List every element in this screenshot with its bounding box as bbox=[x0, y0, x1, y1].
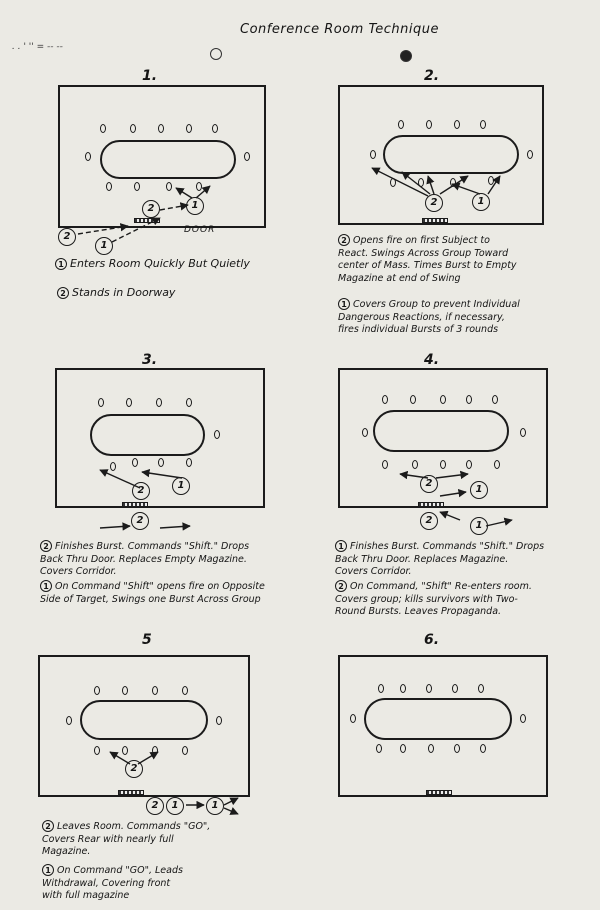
panel-4-note-1 bbox=[335, 540, 544, 579]
chair bbox=[494, 460, 500, 469]
punch-hole-left bbox=[210, 48, 222, 60]
chair bbox=[94, 686, 100, 695]
chair bbox=[152, 686, 158, 695]
chair bbox=[106, 182, 112, 191]
note-marker-2: 2 bbox=[57, 287, 69, 299]
panel-4-note-2-line-1: On Command, "Shift" Re-enters room. bbox=[350, 581, 532, 592]
chair bbox=[376, 744, 382, 753]
chair bbox=[100, 124, 106, 133]
panel-5-note-2 bbox=[42, 864, 183, 903]
panel-2-marker-1: 1 bbox=[472, 193, 490, 211]
note-marker-1: 1 bbox=[338, 298, 350, 310]
chair bbox=[426, 684, 432, 693]
panel-4-table bbox=[373, 410, 509, 452]
chair bbox=[454, 744, 460, 753]
chair bbox=[158, 458, 164, 467]
chair bbox=[126, 398, 132, 407]
panel-4-marker-2-inside: 2 bbox=[420, 475, 438, 493]
chair bbox=[480, 744, 486, 753]
panel-2-table bbox=[383, 135, 519, 174]
chair bbox=[466, 460, 472, 469]
chair bbox=[66, 716, 72, 725]
panel-3-note-2 bbox=[40, 580, 265, 606]
panel-5-note-1 bbox=[42, 820, 210, 859]
panel-6-table bbox=[364, 698, 512, 740]
chair bbox=[156, 398, 162, 407]
chair bbox=[478, 684, 484, 693]
note-marker-2: 2 bbox=[338, 234, 350, 246]
panel-2-note-2-line-2: Dangerous Reactions, if necessary, bbox=[338, 311, 505, 323]
panel-3-marker-2-inside: 2 bbox=[132, 482, 150, 500]
panel-4-marker-1-outside: 1 bbox=[470, 517, 488, 535]
panel-2-marker-2: 2 bbox=[425, 194, 443, 212]
chair bbox=[166, 182, 172, 191]
panel-4-note-1-line-1: Finishes Burst. Commands "Shift." Drops bbox=[350, 541, 545, 552]
chair bbox=[186, 398, 192, 407]
panel-4-note-1-line-2: Back Thru Door. Replaces Magazine. bbox=[335, 553, 509, 565]
note-marker-1: 1 bbox=[40, 580, 52, 592]
chair bbox=[130, 124, 136, 133]
panel-3-note-1-line-2: Back Thru Door. Replaces Empty Magazine. bbox=[40, 553, 247, 565]
chair bbox=[362, 428, 368, 437]
arrow bbox=[224, 798, 238, 805]
panel-4-door bbox=[418, 502, 444, 507]
panel-1-door bbox=[134, 218, 160, 223]
chair bbox=[426, 120, 432, 129]
chair bbox=[520, 714, 526, 723]
note-marker-2: 2 bbox=[40, 540, 52, 552]
page-title: Conference Room Technique bbox=[240, 22, 440, 37]
chair bbox=[410, 395, 416, 404]
arrow bbox=[440, 512, 460, 520]
chair bbox=[440, 395, 446, 404]
chair bbox=[134, 182, 140, 191]
chair bbox=[350, 714, 356, 723]
panel-5-door bbox=[118, 790, 144, 795]
arrow bbox=[100, 526, 130, 528]
chair bbox=[450, 178, 456, 187]
panel-1-marker-2-inside: 2 bbox=[142, 200, 160, 218]
panel-3-note-1-line-3: Covers Corridor. bbox=[40, 566, 117, 577]
panel-3-door bbox=[122, 502, 148, 507]
panel-3-marker-1-inside: 1 bbox=[172, 477, 190, 495]
chair bbox=[98, 398, 104, 407]
panel-5-marker-1-outside-b: 1 bbox=[206, 797, 224, 815]
panel-1-marker-1-outside: 1 bbox=[95, 237, 113, 255]
panel-5-note-2-line-3: with full magazine bbox=[42, 890, 130, 901]
chair bbox=[378, 684, 384, 693]
panel-1-note-2-text: Stands in Doorway bbox=[72, 286, 176, 299]
chair bbox=[440, 460, 446, 469]
chair bbox=[216, 716, 222, 725]
panel-4-marker-2-outside: 2 bbox=[420, 512, 438, 530]
chair bbox=[400, 684, 406, 693]
panel-5-marker-2-inside: 2 bbox=[125, 760, 143, 778]
panel-1-note-2 bbox=[57, 287, 175, 300]
panel-2-note-2-line-1: Covers Group to prevent Individual bbox=[353, 299, 520, 310]
chair bbox=[527, 150, 533, 159]
panel-2-door bbox=[422, 218, 448, 223]
note-marker-1: 1 bbox=[335, 540, 347, 552]
chair bbox=[212, 124, 218, 133]
panel-5-marker-1-outside-a: 1 bbox=[166, 797, 184, 815]
panel-1-table bbox=[100, 140, 236, 179]
panel-6-number: 6. bbox=[424, 632, 440, 648]
chair bbox=[488, 176, 494, 185]
note-marker-1: 1 bbox=[42, 864, 54, 876]
panel-2-note-1-line-3: center of Mass. Times Burst to Empty bbox=[338, 260, 517, 271]
panel-5-note-1-line-2: Covers Rear with nearly full bbox=[42, 833, 174, 845]
chair bbox=[400, 744, 406, 753]
panel-4-number: 4. bbox=[424, 352, 440, 368]
chair bbox=[244, 152, 250, 161]
panel-3-note-1-line-1: Finishes Burst. Commands "Shift." Drops bbox=[55, 541, 250, 552]
chair bbox=[94, 746, 100, 755]
chair bbox=[382, 460, 388, 469]
panel-1-note-1 bbox=[55, 258, 250, 271]
panel-1-marker-1-inside: 1 bbox=[186, 197, 204, 215]
chair bbox=[418, 178, 424, 187]
punch-hole-right bbox=[400, 50, 412, 62]
panel-2-note-2-line-3: fires individual Bursts of 3 rounds bbox=[338, 324, 499, 335]
chair bbox=[158, 124, 164, 133]
panel-3-note-2-line-2: Side of Target, Swings one Burst Across Group bbox=[40, 593, 261, 605]
panel-1-note-1-text: Enters Room Quickly But Quietly bbox=[70, 257, 250, 270]
panel-3-marker-2-outside: 2 bbox=[131, 512, 149, 530]
note-marker-2: 2 bbox=[335, 580, 347, 592]
chair bbox=[186, 124, 192, 133]
note-marker-2: 2 bbox=[42, 820, 54, 832]
panel-4-note-2 bbox=[335, 580, 532, 619]
panel-2-note-1-line-2: React. Swings Across Group Toward bbox=[338, 247, 509, 259]
chair bbox=[412, 460, 418, 469]
panel-5-number: 5 bbox=[142, 632, 152, 648]
arrow bbox=[224, 808, 238, 814]
chair bbox=[520, 428, 526, 437]
panel-2-note-2 bbox=[338, 298, 520, 337]
panel-2-note-1-line-1: Opens fire on first Subject to bbox=[353, 235, 490, 246]
chair bbox=[152, 746, 158, 755]
panel-2-note-1-line-4: Magazine at end of Swing bbox=[338, 272, 461, 284]
chair bbox=[466, 395, 472, 404]
panel-1-number: 1. bbox=[142, 68, 158, 84]
panel-4-note-2-line-2: Covers group; kills survivors with Two- bbox=[335, 593, 518, 605]
chair bbox=[182, 686, 188, 695]
header-scribble: . . ' '' = -- -- bbox=[12, 42, 63, 52]
panel-3-number: 3. bbox=[142, 352, 158, 368]
chair bbox=[454, 120, 460, 129]
panel-3-note-2-line-1: On Command "Shift" opens fire on Opposite bbox=[55, 581, 265, 592]
panel-3-table bbox=[90, 414, 205, 456]
chair bbox=[382, 395, 388, 404]
chair bbox=[452, 684, 458, 693]
chair bbox=[85, 152, 91, 161]
chair bbox=[110, 462, 116, 471]
panel-5-table bbox=[80, 700, 208, 740]
chair bbox=[132, 458, 138, 467]
chair bbox=[122, 746, 128, 755]
note-marker-1: 1 bbox=[55, 258, 67, 270]
arrow bbox=[486, 520, 512, 526]
panel-1-marker-2-outside: 2 bbox=[58, 228, 76, 246]
chair bbox=[370, 150, 376, 159]
chair bbox=[122, 686, 128, 695]
chair bbox=[196, 182, 202, 191]
chair bbox=[186, 458, 192, 467]
chair bbox=[480, 120, 486, 129]
panel-2-number: 2. bbox=[424, 68, 440, 84]
chair bbox=[214, 430, 220, 439]
panel-5-note-1-line-3: Magazine. bbox=[42, 846, 91, 857]
arrow bbox=[160, 526, 190, 528]
chair bbox=[182, 746, 188, 755]
panel-3-note-1 bbox=[40, 540, 249, 579]
chair bbox=[390, 178, 396, 187]
panel-6-door bbox=[426, 790, 452, 795]
chair bbox=[428, 744, 434, 753]
panel-5-note-2-line-2: Withdrawal, Covering front bbox=[42, 877, 171, 889]
panel-5-note-1-line-1: Leaves Room. Commands "GO", bbox=[57, 821, 211, 832]
chair bbox=[398, 120, 404, 129]
panel-4-note-1-line-3: Covers Corridor. bbox=[335, 566, 412, 577]
panel-4-note-2-line-3: Round Bursts. Leaves Propaganda. bbox=[335, 606, 502, 617]
chair bbox=[492, 395, 498, 404]
panel-4-marker-1-inside: 1 bbox=[470, 481, 488, 499]
panel-5-note-2-line-1: On Command "GO", Leads bbox=[57, 865, 183, 876]
panel-5-marker-2-outside: 2 bbox=[146, 797, 164, 815]
panel-1-door-label: DOOR bbox=[184, 225, 216, 235]
panel-2-note-1 bbox=[338, 234, 517, 285]
